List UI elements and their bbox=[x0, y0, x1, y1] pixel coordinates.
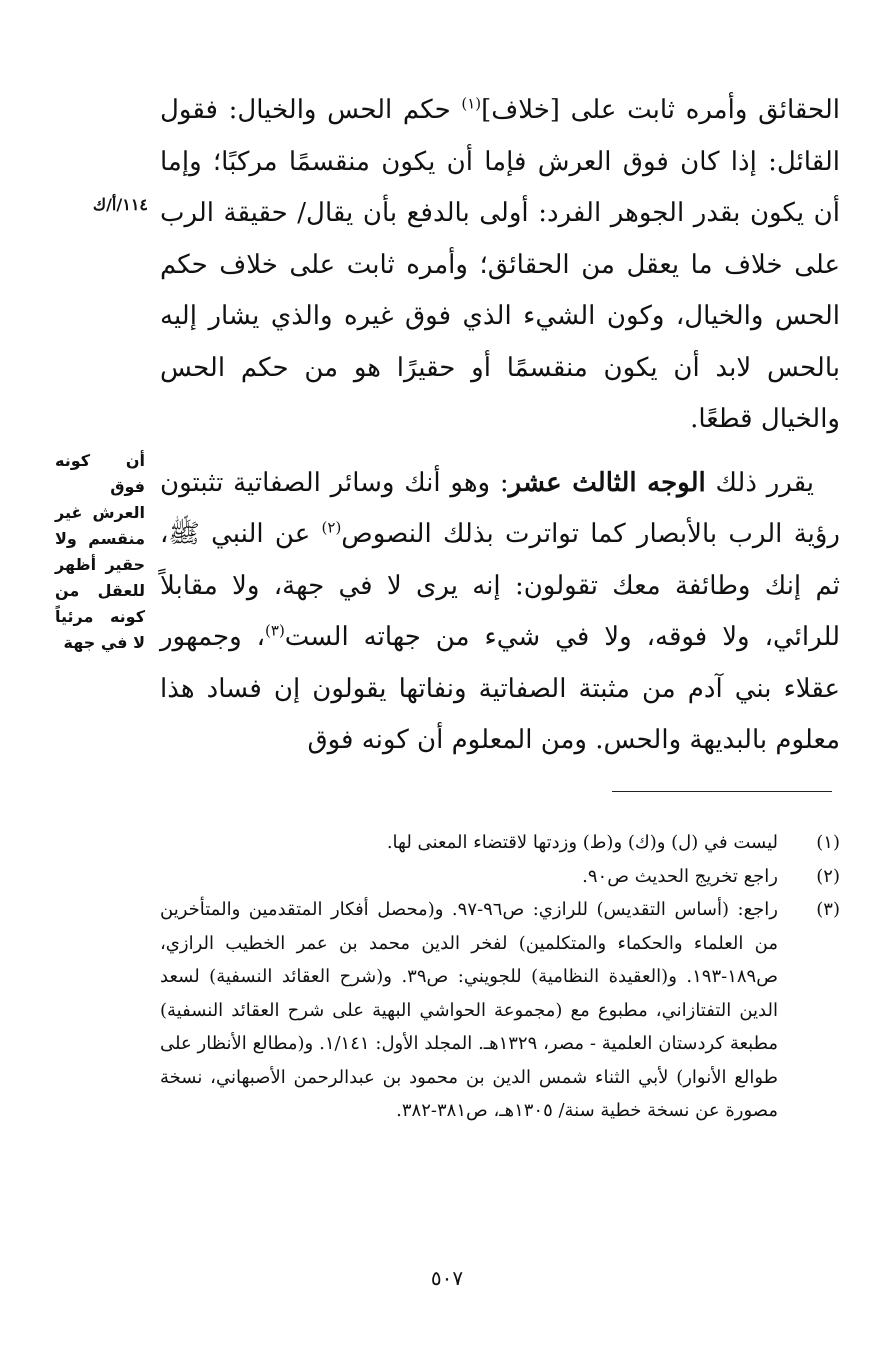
paragraph-2-b: عن النبي ﷺ، ثم إنك وطائفة معك تقولون: إنه يرى لا في جهة، ولا مقابلاً للرائي، ولا فوقه، ولا في شيء من جهاته الست bbox=[160, 519, 840, 652]
paragraph-2-c: ، وجمهور عقلاء بني آدم من مثبتة الصفاتية ونفاتها يقولون إن فساد هذا معلوم بالبديهة والحس. ومن المعلوم أن كونه فوق bbox=[160, 622, 840, 755]
footnote-number: (١) bbox=[816, 832, 840, 853]
footnote-1 bbox=[160, 826, 840, 860]
footnote-divider bbox=[612, 791, 832, 792]
paragraph-1-rest: حكم الحس والخيال: فقول القائل: إذا كان فوق العرش فإما أن يكون منقسمًا مركبًا؛ وإما أن يكون بقدر الجوهر الفرد: أولى بالدفع بأن يقال/ حقيقة الرب على خلاف ما يعقل من الحقائق؛ وأمره ثابت على خلاف حكم الحس والخيال، وكون الشيء الذي فوق غيره والذي يشار إليه بالحس لابد أن يكون منقسمًا أو حقيرًا هو من حكم الحس والخيال قطعًا. bbox=[160, 95, 841, 434]
manuscript-reference: ١١٤/أ/ك bbox=[92, 195, 148, 214]
footnote-3 bbox=[160, 893, 840, 1128]
footnotes bbox=[160, 826, 840, 1128]
footnote-marker-1: (١) bbox=[461, 94, 482, 113]
footnote-text: راجع تخريج الحديث ص٩٠. bbox=[582, 865, 778, 887]
paragraph-2-start: يقرر ذلك bbox=[705, 467, 814, 498]
footnote-2 bbox=[160, 860, 840, 894]
paragraph-2 bbox=[160, 458, 840, 767]
footnote-marker-3: (٣) bbox=[265, 621, 285, 640]
margin-note: أن كونه فوق العرش غير منقسم ولا حقير أظهر للعقل من كونه مرئياً لا في جهة bbox=[55, 451, 145, 652]
footnote-text: راجع: (أساس التقديس) للرازي: ص٩٦-٩٧. و(محصل أفكار المتقدمين والمتأخرين من العلماء والحكماء والمتكلمين) لفخر الدين محمد بن عمر الخطيب الرازي، ص١٨٩-١٩٣. و(العقيدة النظامية) للجويني: ص٣٩. و(شرح العقائد النسفية) لسعد الدين التفتازاني، مطبوع مع (مجموعة الحواشي البهية على شرح العقائد النسفية) مطبعة كردستان العلمية - مصر، ١٣٢٩هـ. المجلد الأول: ١/١٤١. و(مطالع الأنظار على طوالع الأنوار) لأبي الثناء شمس الدين بن محمود بن عبدالرحمن الأصبهاني، نسخة مصورة عن نسخة خطية سنة/ ١٣٠٥هـ، ص٣٨١-٣٨٢. bbox=[160, 899, 778, 1121]
paragraph-1 bbox=[160, 85, 840, 446]
footnote-text: ليست في (ل) و(ك) و(ط) وزدتها لاقتضاء المعنى لها. bbox=[386, 832, 778, 853]
paragraph-2-heading: الوجه الثالث عشر bbox=[508, 467, 706, 498]
footnote-number: (٣) bbox=[816, 899, 840, 920]
main-text bbox=[160, 85, 840, 767]
page-number: ٥٠٧ bbox=[430, 1266, 464, 1290]
paragraph-1-text: الحقائق وأمره ثابت على [خلاف] bbox=[481, 95, 840, 125]
paragraph-2-a: : وهو أنك وسائر الصفاتية تثبتون رؤية الرب بالأبصار كما تواترت بذلك النصوص bbox=[160, 467, 840, 549]
footnote-number: (٢) bbox=[816, 865, 840, 887]
footnote-marker-2: (٢) bbox=[321, 518, 342, 537]
